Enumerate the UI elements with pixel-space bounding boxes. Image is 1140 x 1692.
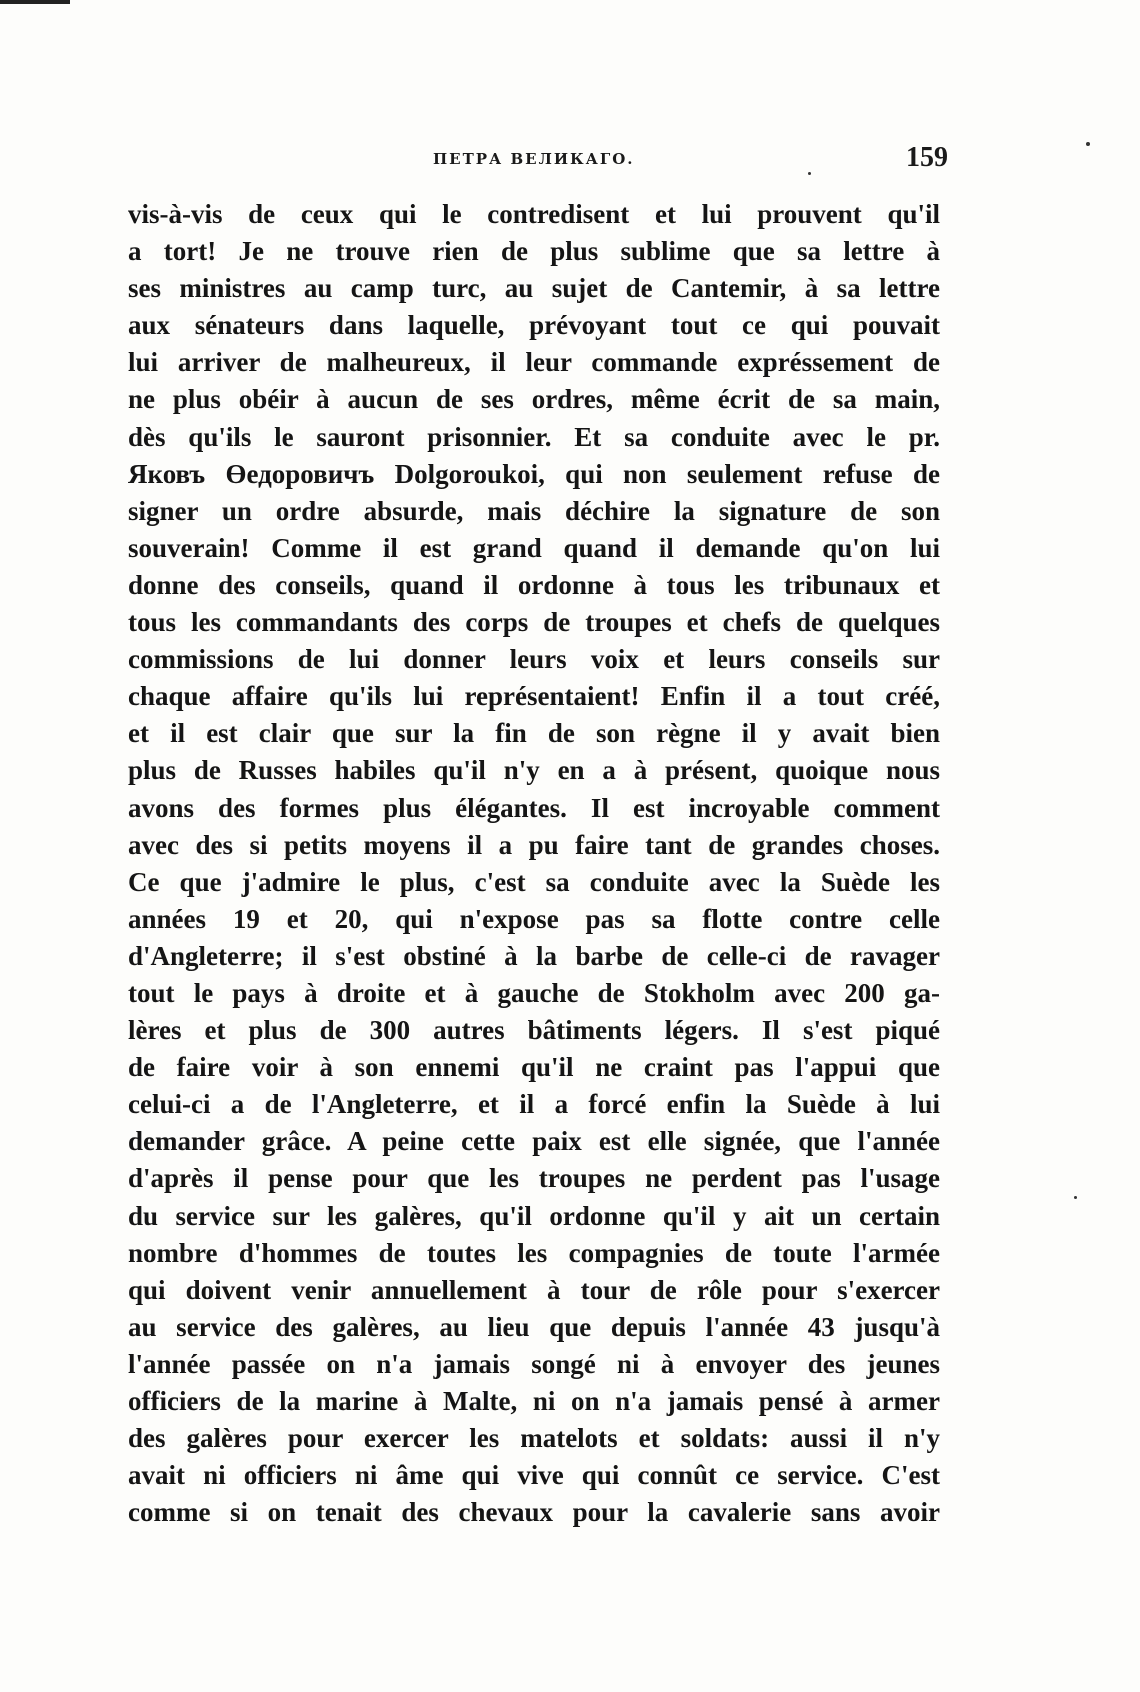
body-text bbox=[128, 196, 940, 1531]
text-line: ses ministres au camp turc, au sujet de Cantemir, à sa lettre bbox=[128, 273, 940, 304]
text-line: tous les commandants des corps de troupes et chefs de quelques bbox=[128, 607, 940, 638]
text-line: au service des galères, au lieu que depuis l'année 43 jusqu'à bbox=[128, 1311, 940, 1342]
text-line: plus de Russes habiles qu'il n'y en a à présent, quoique nous bbox=[128, 755, 940, 786]
text-line: avec des si petits moyens il a pu faire tant de grandes choses. bbox=[128, 829, 940, 860]
text-line: qui doivent venir annuellement à tour de rôle pour s'exercer bbox=[128, 1274, 940, 1305]
text-line: souverain! Comme il est grand quand il demande qu'on lui bbox=[128, 532, 940, 563]
text-line: ne plus obéir à aucun de ses ordres, même écrit de sa main, bbox=[128, 384, 940, 415]
text-line: lères et plus de 300 autres bâtiments légers. Il s'est piqué bbox=[128, 1015, 940, 1046]
text-line: celui-ci a de l'Angleterre, et il a forcé enfin la Suède à lui bbox=[128, 1089, 940, 1120]
text-line: avait ni officiers ni âme qui vive qui connût ce service. C'est bbox=[128, 1460, 940, 1491]
text-line: avons des formes plus élégantes. Il est incroyable comment bbox=[128, 792, 940, 823]
text-line: années 19 et 20, qui n'expose pas sa flotte contre celle bbox=[128, 903, 940, 934]
scan-speck bbox=[1086, 142, 1090, 146]
text-line: lui arriver de malheureux, il leur commande expréssement de bbox=[128, 347, 940, 378]
page-header bbox=[128, 142, 948, 182]
text-line: signer un ordre absurde, mais déchire la signature de son bbox=[128, 495, 940, 526]
text-line: aux sénateurs dans laquelle, prévoyant tout ce qui pouvait bbox=[128, 310, 940, 341]
scan-speck bbox=[1074, 1196, 1077, 1199]
text-line: donne des conseils, quand il ordonne à tous les tribunaux et bbox=[128, 569, 940, 600]
text-line: d'Angleterre; il s'est obstiné à la barbe de celle-ci de ravager bbox=[128, 940, 940, 971]
text-line: des galères pour exercer les matelots et soldats: aussi il n'y bbox=[128, 1423, 940, 1454]
running-head: ПЕТРА ВЕЛИКАГО. bbox=[433, 150, 635, 168]
text-line: commissions de lui donner leurs voix et leurs conseils sur bbox=[128, 644, 940, 675]
text-line: d'après il pense pour que les troupes ne perdent pas l'usage bbox=[128, 1163, 940, 1194]
text-line: vis-à-vis de ceux qui le contredisent et lui prouvent qu'il bbox=[128, 199, 940, 229]
text-line: tout le pays à droite et à gauche de Stokholm avec 200 ga- bbox=[128, 977, 940, 1008]
scan-speck bbox=[808, 172, 811, 175]
text-line: comme si on tenait des chevaux pour la cavalerie sans avoir bbox=[128, 1497, 940, 1528]
text-line: l'année passée on n'a jamais songé ni à envoyer des jeunes bbox=[128, 1348, 940, 1379]
scan-edge-mark bbox=[0, 0, 70, 4]
text-line: de faire voir à son ennemi qu'il ne craint pas l'appui que bbox=[128, 1052, 940, 1083]
text-line: chaque affaire qu'ils lui représentaient! Enfin il a tout créé, bbox=[128, 681, 940, 712]
page-number: 159 bbox=[906, 142, 948, 173]
text-line: nombre d'hommes de toutes les compagnies de toute l'armée bbox=[128, 1237, 940, 1268]
text-line: dès qu'ils le sauront prisonnier. Et sa conduite avec le pr. bbox=[128, 421, 940, 452]
text-line: et il est clair que sur la fin de son règne il y avait bien bbox=[128, 718, 940, 749]
text-line: a tort! Je ne trouve rien de plus sublime que sa lettre à bbox=[128, 236, 940, 267]
text-line: demander grâce. A peine cette paix est elle signée, que l'année bbox=[128, 1126, 940, 1157]
text-line: Яковъ Өедоровичъ Dolgoroukoi, qui non seulement refuse de bbox=[128, 458, 940, 489]
text-line: du service sur les galères, qu'il ordonne qu'il y ait un certain bbox=[128, 1200, 940, 1231]
text-line: officiers de la marine à Malte, ni on n'a jamais pensé à armer bbox=[128, 1386, 940, 1416]
text-line: Ce que j'admire le plus, c'est sa conduite avec la Suède les bbox=[128, 866, 940, 897]
